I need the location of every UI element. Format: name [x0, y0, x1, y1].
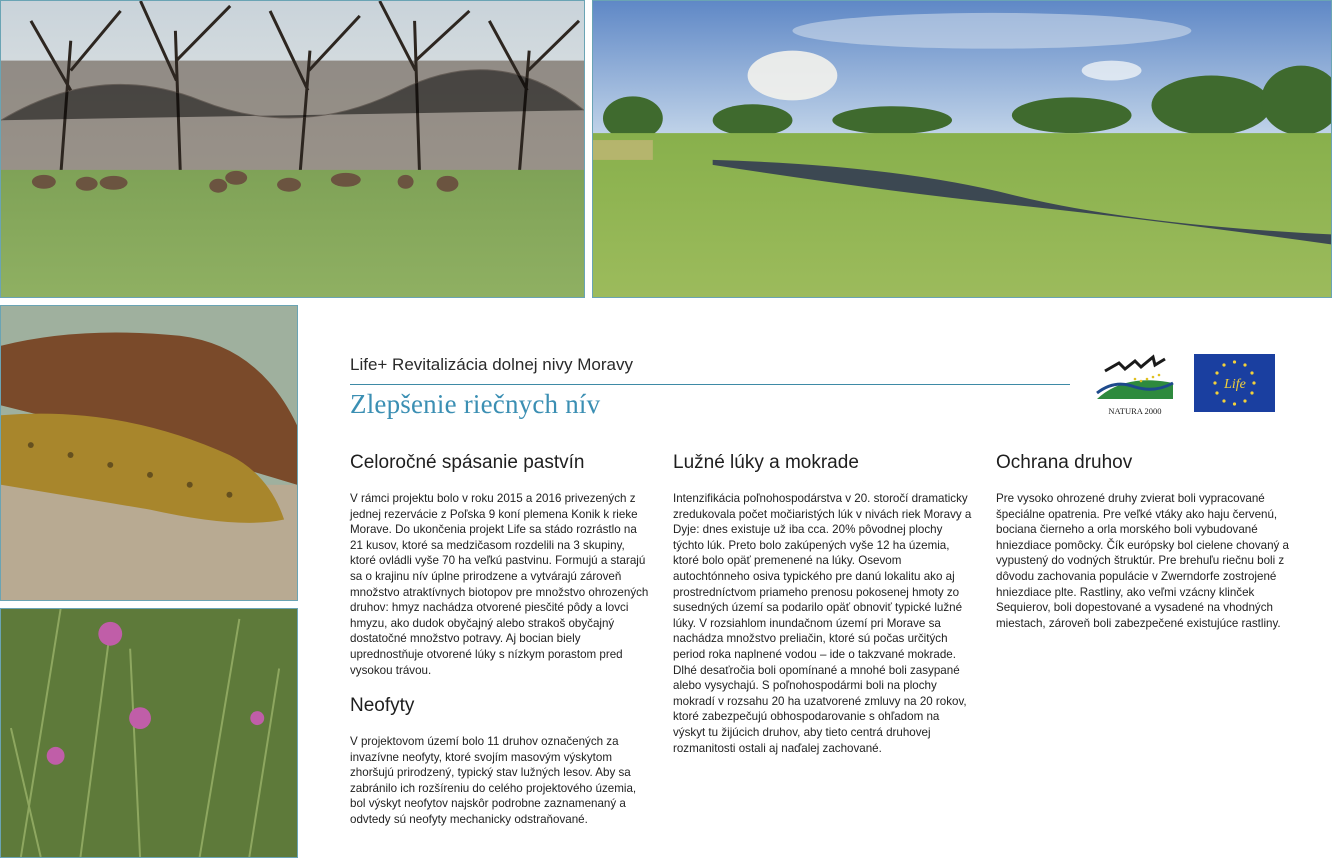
eu-life-logo: [1194, 354, 1275, 412]
section-ochrana-druhov: [996, 452, 1296, 631]
section-body: Intenzifikácia poľnohospodárstva v 20. storočí dramaticky zredukovala počet močiaristých lúk v nivách riek Moravy a Dyje: dnes existuje už iba cca. 20% pôvodnej plochy týchto lúk. Preto bolo zakúpených vyše 12 ha územia, ktoré bolo opäť premenené na lúky. Osevom autochtónneho osiva typického pre danú lokalitu ako aj prostredníctvom priameho prenosu pokosenej hmoty zo susedných území sa podarilo opäť obnoviť typické lužné lúky. V rozsiahlom inundačnom území pri Morave sa nachádza množstvo preliačin, ktoré sú počas určitých period roka naplnené vodou – ide o takzvané mokrade. Dlhé desaťročia boli opomínané a mnohé boli zasypané alebo vysychajú. S poľnohospodármi boli na plochy mokradí v rozsahu 20 ha uzatvorené zmluvy na 20 rokov, ktoré zabezpečujú obhospodarovanie s ohľadom na výskyt tu žijúcich druhov, aby tieto centrá druhovej rozmanitosti ostali aj naďalej zachované.: [673, 492, 972, 755]
section-heading: Neofyty: [350, 695, 415, 716]
section-heading: Celoročné spásanie pastvín: [350, 452, 585, 473]
natura-2000-logo: [1095, 353, 1175, 417]
photo-floodplain-meadow-river: [592, 0, 1332, 298]
photo-european-weatherfish: [0, 305, 298, 601]
section-heading: Ochrana druhov: [996, 452, 1133, 473]
project-title: Life+ Revitalizácia dolnej nivy Moravy: [350, 355, 633, 374]
natura-2000-logo-text: NATURA 2000: [1108, 406, 1162, 416]
photo-pink-carnation-flowers: [0, 608, 298, 858]
section-neofyty: [350, 695, 650, 828]
section-body: V projektovom území bolo 11 druhov označených za invazívne neofyty, ktoré svojím masovým výskytom zhoršujú prirodzený, typický stav lužných lesov. Aby sa zabránilo ich rozšíreniu do celého projektového územia, bol výskyt neofytov najskôr podrobne zaznamenaný a odvtedy sú neofyty mechanicky odstraňované.: [350, 735, 637, 826]
section-heading: Lužné lúky a mokrade: [673, 452, 859, 473]
section-luzne-luky: [673, 452, 973, 756]
section-body: V rámci projektu bolo v roku 2015 a 2016 privezených z jednej rezervácie z Poľska 9 koní plemena Konik k rieke Morave. Do ukončenia projekt Life sa stádo rozrástlo na 21 kusov, ktoré sa medzičasom rozdelili na 3 skupiny, ktoré ovládli vyše 70 ha veľkú pastvinu. Formujú a starajú sa o krajinu nív úplne prirodzene a vytvárajú zároveň množstvo atraktívnych biotopov pre množstvo ohrozených druhov: hmyz nachádza otvorené piesčité pôdy a lovci hmyzu, ako dudok obyčajný alebo strakoš obyčajný dostatočné množstvo potravy. Aj bocian biely uprednostňuje otvorené lúky s nízkym porastom pred vysokou trávou.: [350, 492, 649, 677]
section-pastviny: [350, 452, 650, 678]
section-body: Pre vysoko ohrozené druhy zvierat boli vypracované špeciálne opatrenia. Pre veľké vtáky ako haju červenú, bociana čierneho a orla morského boli vybudované hniezdiace pomôcky. Čík európsky bol cielene chovaný a vypustený do vodných štruktúr. Pre brehuľu riečnu boli z dôvodu zachovania populácie v Zwerndorfe zostrojené hniezdiace plte. Rastliny, ako veľmi vzácny klinček Sequierov, boli dopestované a vysadené na vhodných miestach, zároveň boli zabezpečené existujúce rastliny.: [996, 492, 1290, 630]
header-divider: [350, 384, 1070, 385]
photo-konik-horses-grazing: [0, 0, 585, 298]
page-title: Zlepšenie riečnych nív: [350, 389, 601, 419]
eu-life-logo-text: Life: [1224, 377, 1246, 392]
